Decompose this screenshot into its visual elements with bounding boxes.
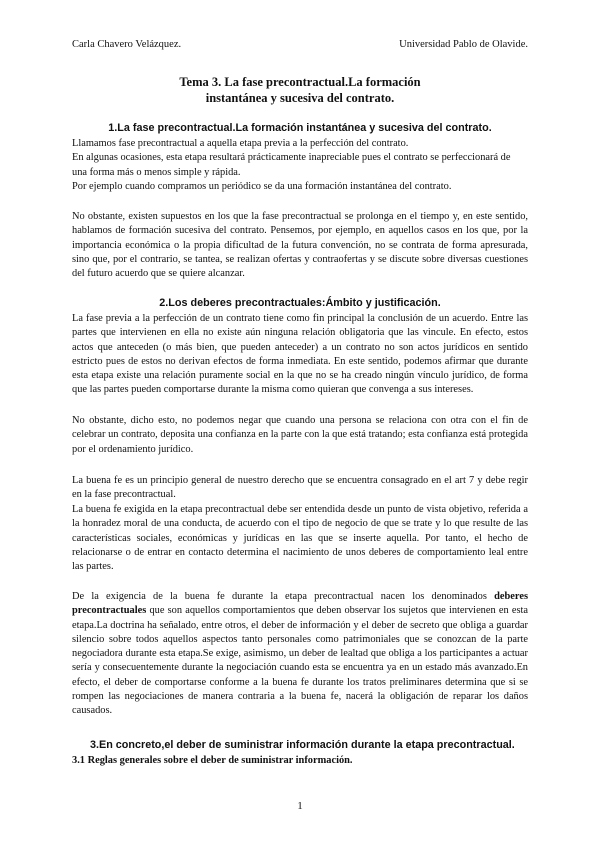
- section-2-paragraph-5: [72, 590, 528, 719]
- section-2-heading: 2.Los deberes precontractuales:Ámbito y justificación.: [159, 297, 441, 309]
- title-line-1: Tema 3. La fase precontractual.La formación: [179, 75, 421, 89]
- deberes-precontractuales-term: deberes precontractuales: [72, 591, 528, 617]
- page-number: 1: [297, 800, 303, 812]
- section-1-paragraph-formacion-sucesiva: No obstante, existen supuestos en los que la fase precontractual se prolonga en el tiempo y, en este sentido, hablamos de formación sucesiva del contrato. Pensemos, por ejemplo, en aquellos casos en los que, por la importancia económica o la propia dificultad de la futura convención, no se contrata de forma apresurada, sino que, por el contrario, se tantea, se realizan ofertas y contraofertas y se discute sobre diversas cuestiones del futuro acuerdo que se quiere alcanzar.: [72, 211, 528, 280]
- title-line-2: instantánea y sucesiva del contrato.: [205, 91, 395, 105]
- section-2-paragraph-3: La buena fe es un principio general de nuestro derecho que se encuentra consagrado en el art 7 y debe regir en la fase precontractual.: [72, 475, 528, 501]
- section-3-1-subheading: 3.1 Reglas generales sobre el deber de suministrar información.: [72, 755, 353, 766]
- header-university: Universidad Pablo de Olavide.: [399, 39, 528, 50]
- section-2-paragraph-2: No obstante, dicho esto, no podemos negar que cuando una persona se relaciona con otra con el fin de celebrar un contrato, deposita una confianza en la parte con la que está tratando; esta confianza está protegida por el ordenamiento jurídico.: [72, 415, 528, 455]
- header-author: Carla Chavero Velázquez.: [72, 39, 182, 50]
- section-2-paragraph-1: La fase previa a la perfección de un contrato tiene como fin principal la conclusión de un acuerdo. Entre las partes que intervienen en ella no existe aún ninguna relación obligatoria que las vincule. En efecto, estos actos que anteceden (o más bien, que pueden anteceder) a un contrato no son actos jurídicos en sentido estricto pues de estos no derivan efectos de forma inmediata. En este sentido, podemos afirmar que durante esta etapa existe una relación puramente social en la que no se ha creado ningún vínculo jurídico, de forma que las partes pueden comportarse durante la misma como quieran que convenga a sus intereses.: [72, 313, 528, 396]
- paragraph: Llamamos fase precontractual a aquella etapa previa a la perfección del contrato.: [72, 138, 409, 149]
- paragraph-text: De la exigencia de la buena fe durante la etapa precontractual nacen los denominados: [72, 591, 495, 602]
- paragraph: En algunas ocasiones, esta etapa resultará prácticamente inapreciable pues el contrato se perfeccionará de una forma más o menos simple y rápida.: [72, 152, 511, 178]
- section-2-paragraph-4: La buena fe exigida en la etapa precontractual debe ser entendida desde un punto de vista objetivo, referida a la honradez moral de una conducta, de acuerdo con el tipo de negocio de que se trate y lo que resulte de las características sociales, económicas y jurídicas en las que se inserte aquella. Por tanto, el hecho de relacionarse o de entrar en contacto determina el nacimiento de unos deberes de comportamiento leal entre las partes.: [72, 504, 528, 573]
- paragraph: Por ejemplo cuando compramos un periódico se da una formación instantánea del contrato.: [72, 180, 452, 192]
- section-3-heading: 3.En concreto,el deber de suministrar información durante la etapa precontractual.: [90, 739, 515, 751]
- section-1-heading: 1.La fase precontractual.La formación instantánea y sucesiva del contrato.: [108, 122, 492, 134]
- paragraph-text: que son aquellos comportamientos que deben observar los sujetos que intervienen en esta etapa.La doctrina ha señalado, entre otros, el deber de información y el deber de secreto que obliga a guardar silencio sobre todos aquellos aspectos tanto personales como patrimoniales que se conozcan de la parte negociadora durante esta etapa.Se exige, asimismo, un deber de lealtad que obliga a los participantes a actuar sería y consecuentemente durante la negociación cuando esta se encuentra ya en un estado más avanzado.En efecto, el deber de comportarse conforme a la buena fe durante los tratos preliminares determina que si se rompen las negociaciones de manera contraria a la buena fe, nacerá la obligación de reparar los daños causados.: [72, 605, 528, 717]
- document-title: [72, 74, 528, 106]
- section-1-intro: [72, 137, 528, 194]
